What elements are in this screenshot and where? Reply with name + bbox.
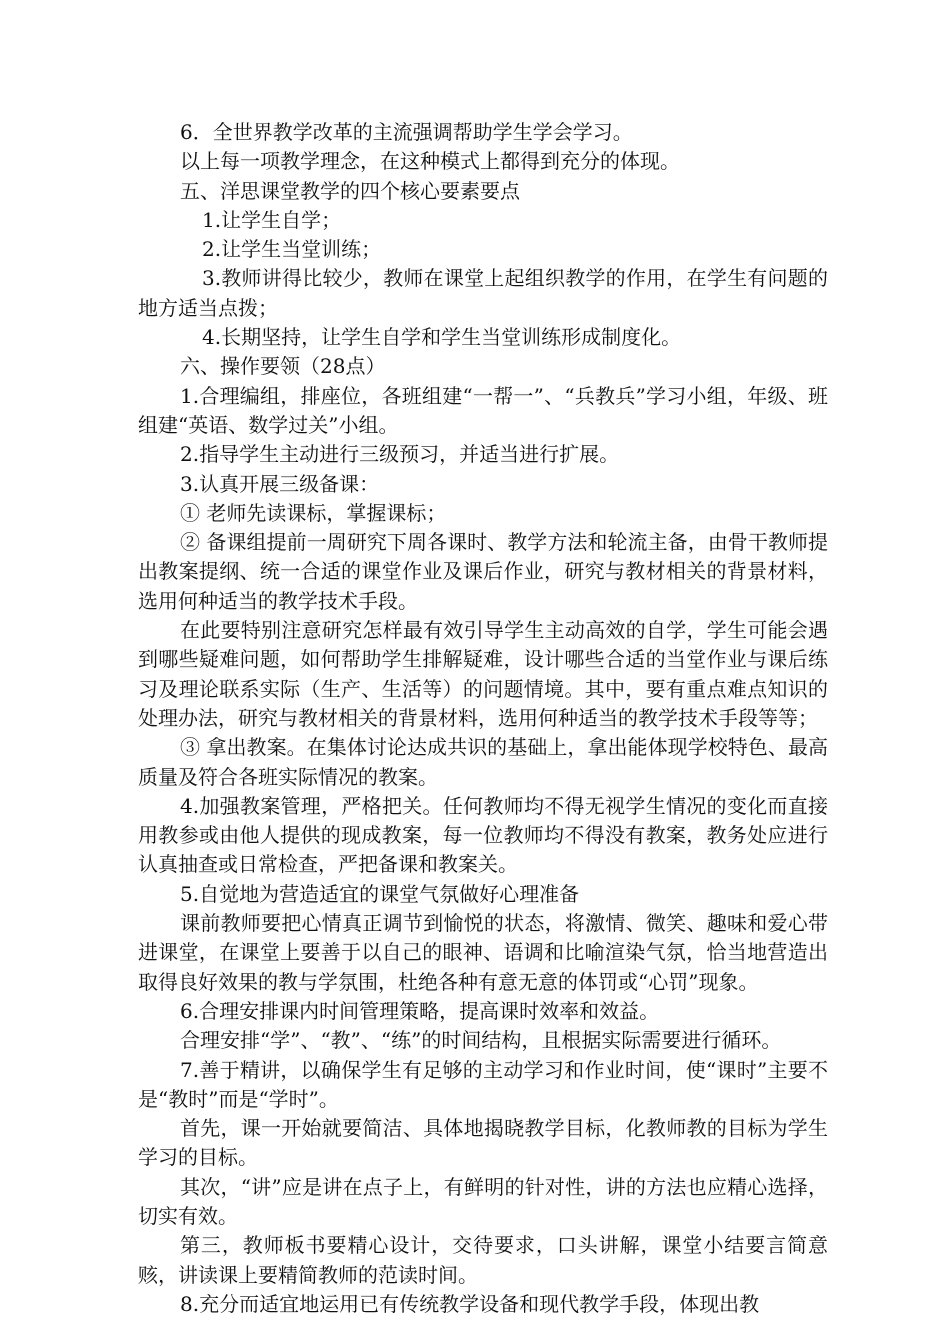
paragraph: 其次，“讲”应是讲在点子上，有鲜明的针对性，讲的方法也应精心选择，切实有效。: [138, 1174, 828, 1228]
paragraph: 2.指导学生主动进行三级预习，并适当进行扩展。: [180, 442, 620, 467]
paragraph: 首先，课一开始就要简洁、具体地揭晓教学目标，化教师教的目标为学生学习的目标。: [138, 1116, 828, 1170]
paragraph: 课前教师要把心情真正调节到愉悦的状态，将激情、微笑、趣味和爱心带进课堂，在课堂上要善于以自己的眼神、语调和比喻渲染气氛，恰当地营造出取得良好效果的教与学氛围，杜绝各种有意无意的体罚或“心罚”现象。: [138, 911, 828, 994]
paragraph: 4.长期坚持，让学生自学和学生当堂训练形成制度化。: [202, 325, 682, 350]
paragraph: 8.充分而适宜地运用已有传统教学设备和现代教学手段，体现出教: [180, 1291, 760, 1316]
paragraph: 7.善于精讲，以确保学生有足够的主动学习和作业时间，使“课时”主要不是“教时”而是“学时”。: [138, 1057, 828, 1111]
paragraph: 6．全世界教学改革的主流强调帮助学生学会学习。: [180, 120, 633, 144]
paragraph: 合理安排“学”、“教”、“练”的时间结构，且根据实际需要进行循环。: [180, 1028, 782, 1053]
paragraph: 在此要特别注意研究怎样最有效引导学生主动高效的自学，学生可能会遇到哪些疑难问题，如何帮助学生排解疑难，设计哪些合适的当堂作业与课后练习及理论联系实际（生产、生活等）的问题情境。其中，要有重点难点知识的处理办法，研究与教材相关的背景材料，选用何种适当的教学技术手段等等；: [138, 618, 828, 730]
paragraph: 第三，教师板书要精心设计，交待要求，口头讲解，课堂小结要言简意赅，讲读课上要精简教师的范读时间。: [138, 1233, 828, 1287]
paragraph: 六、操作要领（28点）: [180, 354, 386, 379]
paragraph: ③ 拿出教案。在集体讨论达成共识的基础上，拿出能体现学校特色、最高质量及符合各班实际情况的教案。: [138, 735, 828, 789]
paragraph: 6.合理安排课内时间管理策略，提高课时效率和效益。: [180, 998, 660, 1023]
paragraph: 1.让学生自学；: [202, 207, 342, 232]
paragraph: 1.合理编组，排座位，各班组建“一帮一”、“兵教兵”学习小组，年级、班组建“英语、数学过关”小组。: [138, 383, 828, 437]
document-body: [138, 118, 828, 1319]
paragraph: 3.认真开展三级备课：: [180, 471, 380, 496]
paragraph: 4.加强教案管理，严格把关。任何教师均不得无视学生情况的变化而直接用教参或由他人提供的现成教案，每一位教师均不得没有教案，教务处应进行认真抽查或日常检查，严把备课和教案关。: [138, 793, 828, 877]
paragraph: ① 老师先读课标，掌握课标；: [180, 500, 447, 525]
paragraph: 五、洋思课堂教学的四个核心要素要点: [180, 178, 520, 203]
paragraph: 2.让学生当堂训练；: [202, 237, 382, 262]
paragraph: ② 备课组提前一周研究下周各课时、教学方法和轮流主备，由骨干教师提出教案提纲、统一合适的课堂作业及课后作业，研究与教材相关的背景材料，选用何种适当的教学技术手段。: [138, 530, 828, 613]
paragraph: 3.教师讲得比较少，教师在课堂上起组织教学的作用，在学生有问题的地方适当点拨；: [138, 266, 828, 320]
paragraph: 5.自觉地为营造适宜的课堂气氛做好心理准备: [180, 881, 580, 906]
paragraph: 以上每一项教学理念，在这种模式上都得到充分的体现。: [180, 149, 680, 174]
